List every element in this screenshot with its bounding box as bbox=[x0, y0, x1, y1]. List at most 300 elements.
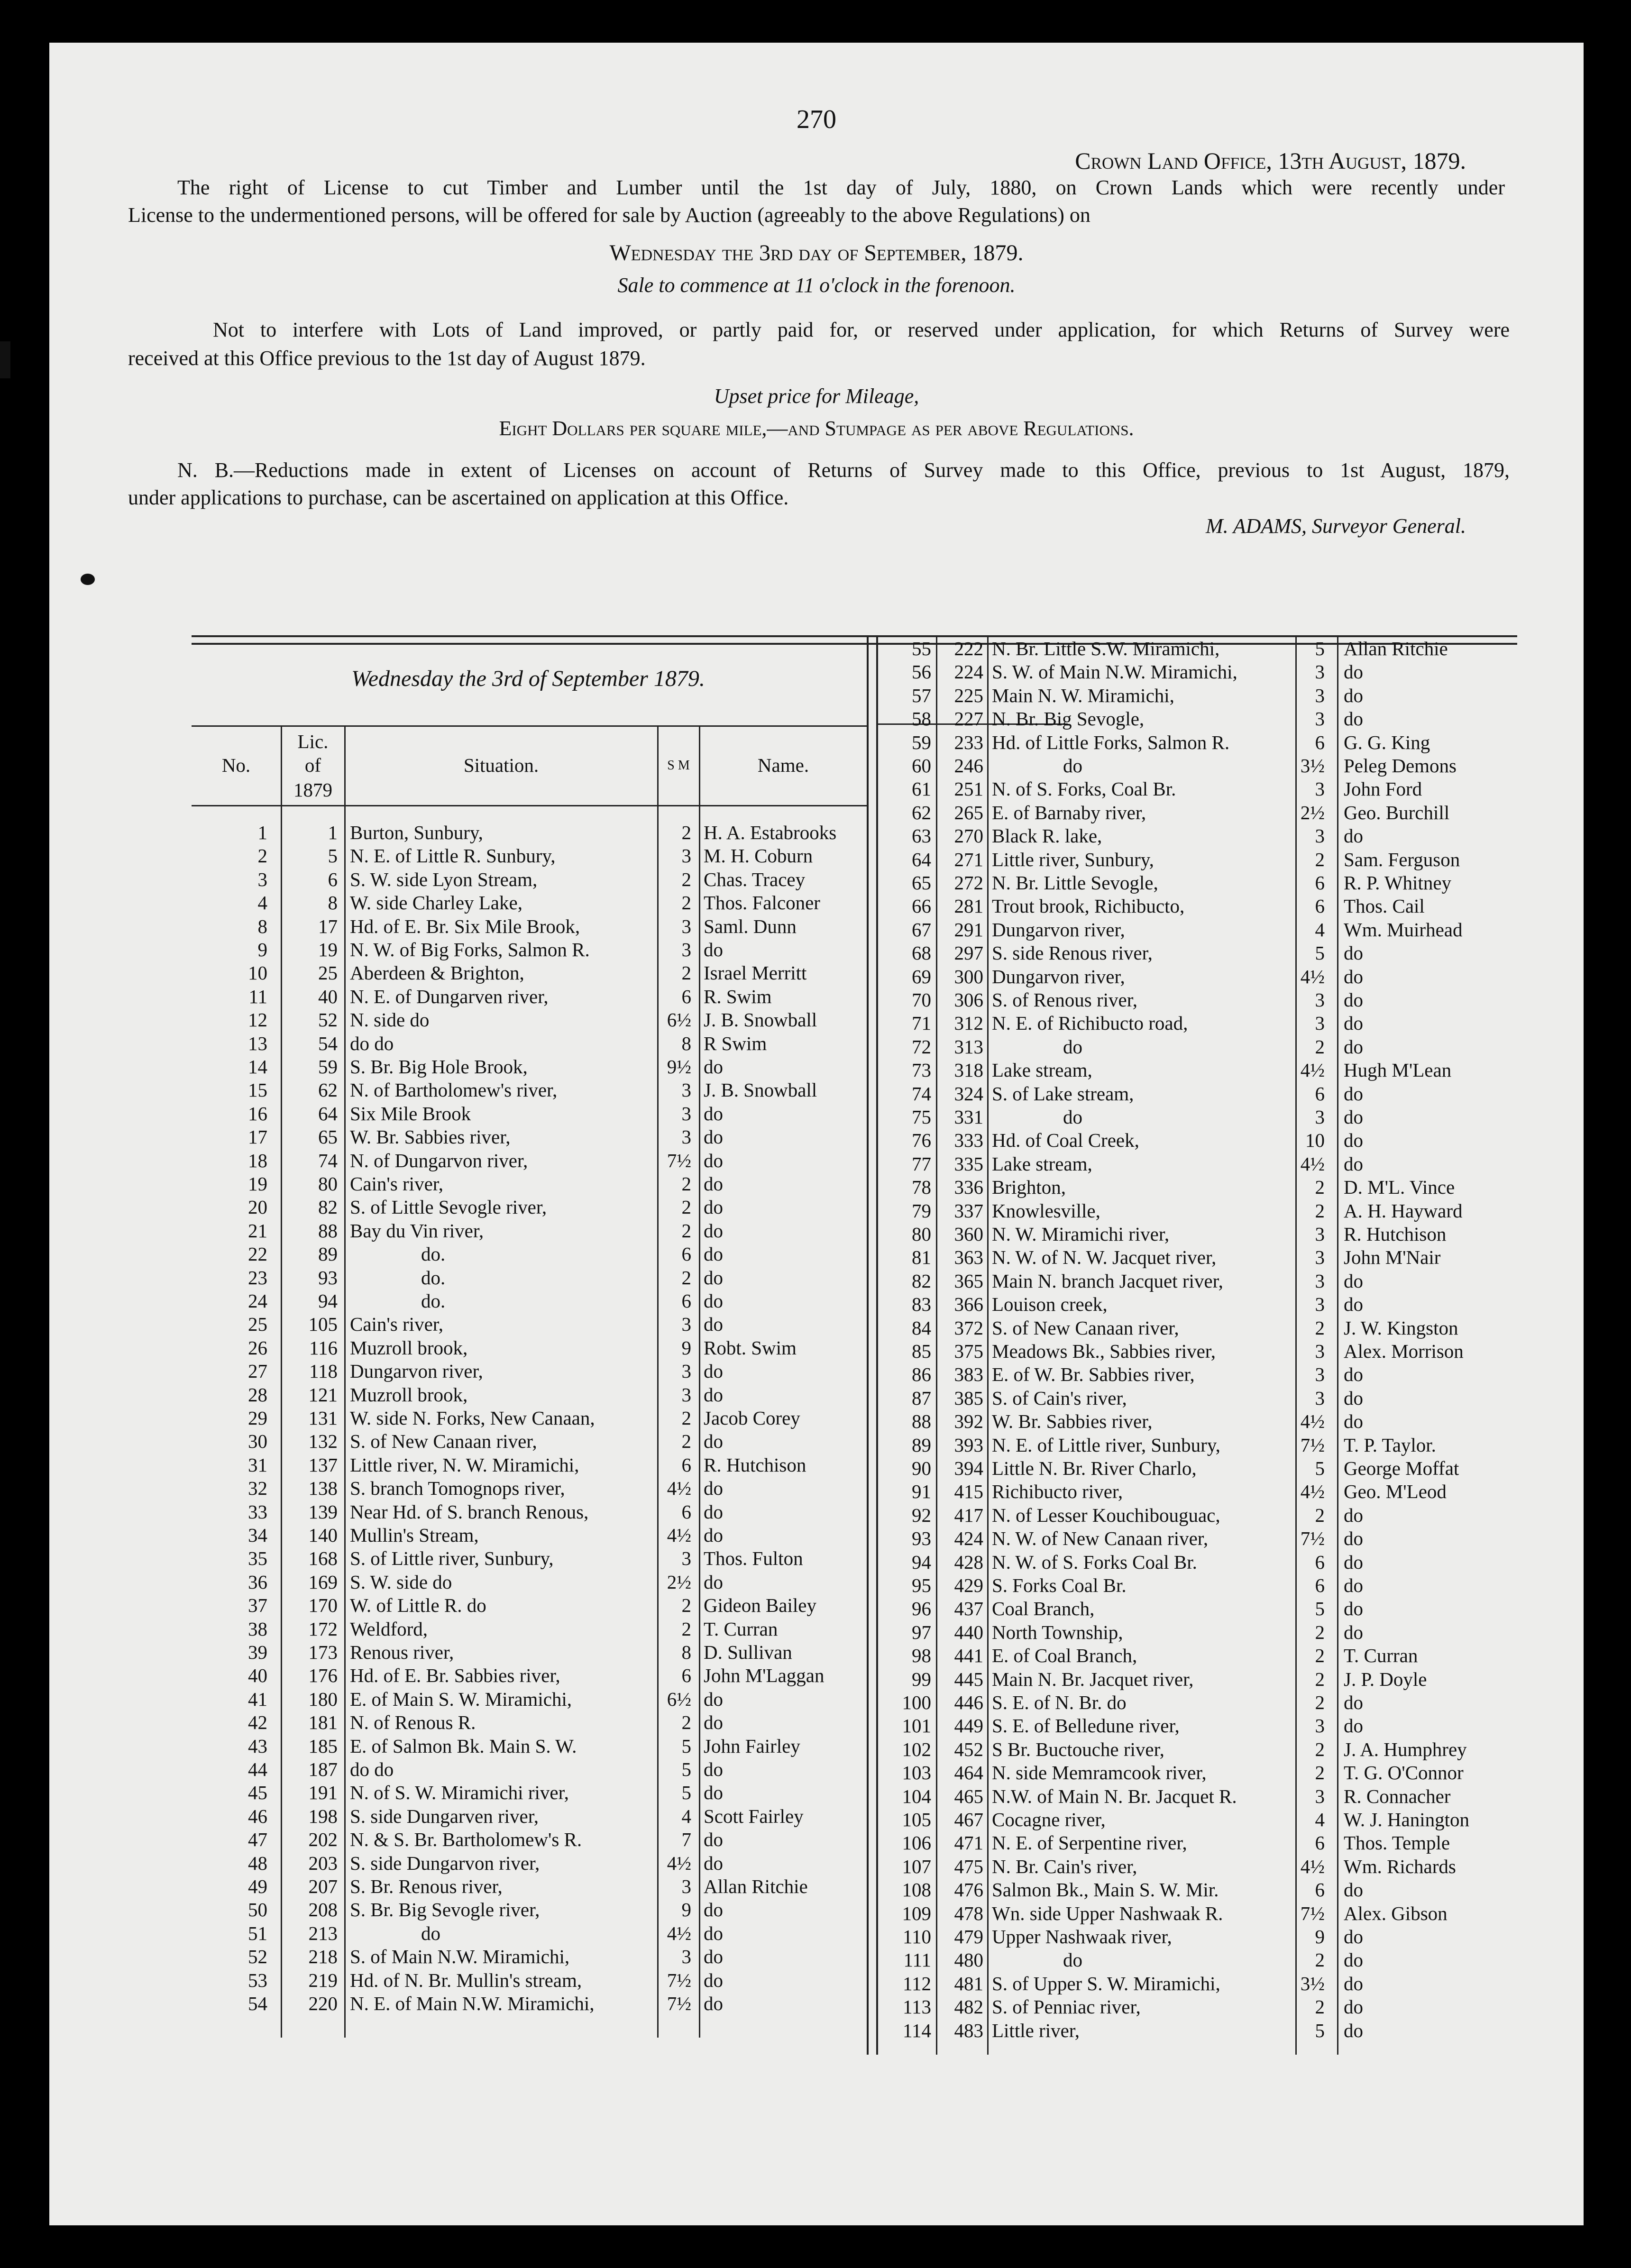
left_rows-license-no: 185 bbox=[308, 1735, 338, 1757]
right_rows-license-no: 363 bbox=[954, 1246, 983, 1269]
left_rows-square-miles: 3 bbox=[681, 1126, 691, 1148]
right_rows-license-no: 440 bbox=[954, 1621, 983, 1643]
left_rows-entry-no: 52 bbox=[248, 1946, 267, 1968]
left_rows-entry-no: 25 bbox=[248, 1313, 267, 1335]
interfere-line-1: Not to interfere with Lots of Land improved, or partly paid for, or reserved under application, for which Returns of Survey were bbox=[213, 318, 1510, 341]
left_rows-square-miles: 2 bbox=[681, 1407, 691, 1429]
left_rows-license-no: 132 bbox=[308, 1430, 338, 1453]
left_rows-licensee-name: J. B. Snowball bbox=[704, 1009, 817, 1031]
right_rows-entry-no: 80 bbox=[912, 1223, 931, 1245]
right_rows-license-no: 272 bbox=[954, 872, 983, 894]
left_rows-entry-no: 38 bbox=[248, 1618, 267, 1640]
right_rows-situation: N. side Memramcook river, bbox=[992, 1762, 1207, 1784]
right_rows-situation: N. of Lesser Kouchibouguac, bbox=[992, 1504, 1220, 1526]
right_rows-square-miles: 3 bbox=[1315, 825, 1325, 847]
right_rows-square-miles: 7½ bbox=[1300, 1434, 1325, 1456]
left_rows-license-no: 64 bbox=[318, 1102, 338, 1125]
left_rows-license-no: 40 bbox=[318, 985, 338, 1007]
right_rows-licensee-name: do bbox=[1344, 1598, 1363, 1620]
right_rows-square-miles: 2 bbox=[1315, 1738, 1325, 1760]
left_rows-license-no: 131 bbox=[308, 1407, 338, 1429]
right_rows-square-miles: 3 bbox=[1315, 778, 1325, 800]
left_rows-licensee-name: do bbox=[704, 1102, 723, 1125]
right_rows-situation: S. of Penniac river, bbox=[992, 1996, 1141, 2018]
right_rows-square-miles: 2 bbox=[1315, 1035, 1325, 1058]
right_rows-entry-no: 55 bbox=[912, 638, 931, 659]
left_rows-situation: S. of Little river, Sunbury, bbox=[350, 1547, 554, 1570]
right_rows-licensee-name: J. A. Humphrey bbox=[1344, 1738, 1467, 1760]
left_rows-entry-no: 12 bbox=[248, 1009, 267, 1031]
right_rows-situation: Trout brook, Richibucto, bbox=[992, 895, 1185, 917]
left_rows-entry-no: 47 bbox=[248, 1829, 267, 1851]
right_rows-square-miles: 3 bbox=[1315, 661, 1325, 683]
right_rows-licensee-name: Alex. Gibson bbox=[1344, 1902, 1448, 1924]
left_rows-license-no: 180 bbox=[308, 1688, 338, 1710]
right_rows-square-miles: 6 bbox=[1315, 1082, 1325, 1105]
right_rows-licensee-name: Geo. M'Leod bbox=[1344, 1481, 1447, 1503]
left_rows-license-no: 80 bbox=[318, 1173, 338, 1195]
right_rows-licensee-name: do bbox=[1344, 661, 1363, 683]
right_rows-entry-no: 105 bbox=[902, 1809, 931, 1830]
right_rows-square-miles: 2½ bbox=[1300, 801, 1325, 823]
right_rows-licensee-name: do bbox=[1344, 1926, 1363, 1948]
right_rows-license-no: 478 bbox=[954, 1902, 983, 1924]
right_rows-square-miles: 4½ bbox=[1300, 1059, 1325, 1081]
right_rows-entry-no: 87 bbox=[912, 1387, 931, 1409]
right_rows-licensee-name: do bbox=[1344, 1363, 1363, 1386]
right_rows-entry-no: 86 bbox=[912, 1363, 931, 1386]
right_rows-license-no: 224 bbox=[954, 661, 983, 683]
right_rows-licensee-name: do bbox=[1344, 1972, 1363, 1994]
right_rows-situation: S. E. of Belledune river, bbox=[992, 1715, 1180, 1737]
left_rows-licensee-name: do bbox=[704, 1524, 723, 1546]
left_rows-licensee-name: Robt. Swim bbox=[704, 1336, 797, 1359]
left_rows-situation: E. of Main S. W. Miramichi, bbox=[350, 1688, 572, 1710]
right_rows-situation: W. Br. Sabbies river, bbox=[992, 1410, 1153, 1433]
right_rows-situation: S Br. Buctouche river, bbox=[992, 1738, 1164, 1760]
right_rows-licensee-name: Allan Ritchie bbox=[1344, 638, 1448, 659]
right_rows-square-miles: 3 bbox=[1315, 1293, 1325, 1316]
right_rows-licensee-name: R. Hutchison bbox=[1344, 1223, 1447, 1245]
right_rows-situation: do bbox=[1063, 1035, 1082, 1058]
right_rows-square-miles: 3 bbox=[1315, 684, 1325, 706]
left_rows-licensee-name: D. Sullivan bbox=[704, 1641, 792, 1663]
right_rows-license-no: 265 bbox=[954, 801, 983, 823]
right_rows-situation: Hd. of Coal Creek, bbox=[992, 1129, 1139, 1152]
right_rows-situation: Richibucto river, bbox=[992, 1481, 1123, 1503]
right_rows-license-no: 429 bbox=[954, 1574, 983, 1596]
right_rows-square-miles: 3 bbox=[1315, 989, 1325, 1011]
right_rows-license-no: 360 bbox=[954, 1223, 983, 1245]
right_rows-license-no: 281 bbox=[954, 895, 983, 917]
left_rows-situation: Weldford, bbox=[350, 1618, 428, 1640]
left_rows-entry-no: 11 bbox=[248, 985, 267, 1007]
left_rows-situation: do. bbox=[421, 1266, 446, 1289]
left_rows-situation: Cain's river, bbox=[350, 1313, 444, 1335]
right_rows-entry-no: 59 bbox=[912, 731, 931, 753]
right_rows-situation: E. of Coal Branch, bbox=[992, 1645, 1137, 1667]
left_rows-license-no: 220 bbox=[308, 1993, 338, 2014]
left_rows-square-miles: 3 bbox=[681, 1360, 691, 1382]
left_rows-licensee-name: R. Hutchison bbox=[704, 1454, 806, 1476]
right_rows-situation: E. of W. Br. Sabbies river, bbox=[992, 1363, 1195, 1386]
right_rows-entry-no: 61 bbox=[912, 778, 931, 800]
left_rows-license-no: 5 bbox=[328, 845, 338, 867]
right_rows-licensee-name: T. Curran bbox=[1344, 1645, 1418, 1667]
notice-line-1: The right of License to cut Timber and Lumber until the 1st day of July, 1880, on Crown Lands which were recently under bbox=[177, 176, 1505, 199]
right_rows-entry-no: 111 bbox=[903, 1949, 931, 1971]
right_rows-licensee-name: J. W. Kingston bbox=[1344, 1317, 1458, 1339]
right_rows-license-no: 394 bbox=[954, 1457, 983, 1479]
right_rows-square-miles: 3 bbox=[1315, 1715, 1325, 1737]
right_rows-licensee-name: J. P. Doyle bbox=[1344, 1668, 1427, 1690]
right_rows-licensee-name: Thos. Temple bbox=[1344, 1832, 1450, 1854]
left_rows-situation: Aberdeen & Brighton, bbox=[350, 962, 524, 984]
left_rows-square-miles: 7½ bbox=[667, 1969, 691, 1991]
right_rows-situation: Lake stream, bbox=[992, 1059, 1092, 1081]
right_rows-square-miles: 2 bbox=[1315, 848, 1325, 870]
left_rows-license-no: 172 bbox=[308, 1618, 338, 1640]
left_rows-square-miles: 2 bbox=[681, 1618, 691, 1640]
right_rows-licensee-name: G. G. King bbox=[1344, 731, 1430, 753]
left_rows-square-miles: 4½ bbox=[667, 1852, 691, 1874]
left_rows-entry-no: 19 bbox=[248, 1173, 267, 1195]
left_rows-situation: N. W. of Big Forks, Salmon R. bbox=[350, 939, 590, 960]
left_rows-licensee-name: do bbox=[704, 1782, 723, 1804]
left_rows-situation: E. of Salmon Bk. Main S. W. bbox=[350, 1735, 577, 1757]
left_rows-situation: Muzroll brook, bbox=[350, 1383, 468, 1406]
left_rows-square-miles: 2 bbox=[681, 822, 691, 843]
right_rows-entry-no: 104 bbox=[902, 1785, 931, 1807]
right_rows-licensee-name: A. H. Hayward bbox=[1344, 1199, 1463, 1222]
left_rows-licensee-name: Jacob Corey bbox=[704, 1407, 800, 1429]
left_rows-entry-no: 42 bbox=[248, 1711, 267, 1734]
left_rows-entry-no: 31 bbox=[248, 1454, 267, 1476]
left_rows-situation: do do bbox=[350, 1758, 394, 1780]
right_rows-licensee-name: Geo. Burchill bbox=[1344, 801, 1450, 823]
left_rows-license-no: 208 bbox=[308, 1899, 338, 1921]
right_rows-square-miles: 2 bbox=[1315, 1176, 1325, 1198]
right_rows-square-miles: 3 bbox=[1315, 1785, 1325, 1807]
right_rows-situation: S. side Renous river, bbox=[992, 942, 1153, 964]
right_rows-square-miles: 2 bbox=[1315, 1692, 1325, 1713]
nb-line-2: under applications to purchase, can be ascertained on application at this Office. bbox=[128, 486, 789, 509]
right_rows-situation: N. of S. Forks, Coal Br. bbox=[992, 778, 1176, 800]
right_rows-situation: Little N. Br. River Charlo, bbox=[992, 1457, 1197, 1479]
right_rows-license-no: 383 bbox=[954, 1363, 983, 1386]
left_rows-entry-no: 43 bbox=[248, 1735, 267, 1757]
right_rows-license-no: 445 bbox=[954, 1668, 983, 1690]
left_rows-square-miles: 9½ bbox=[667, 1056, 691, 1078]
right_rows-licensee-name: do bbox=[1344, 1527, 1363, 1550]
right_rows-licensee-name: do bbox=[1344, 1949, 1363, 1971]
right_rows-licensee-name: do bbox=[1344, 1293, 1363, 1316]
left_rows-license-no: 82 bbox=[318, 1196, 338, 1218]
left_rows-licensee-name: do bbox=[704, 1500, 723, 1523]
right_rows-square-miles: 2 bbox=[1315, 1199, 1325, 1222]
right_rows-entry-no: 93 bbox=[912, 1527, 931, 1550]
right_rows-entry-no: 107 bbox=[902, 1855, 931, 1877]
left_rows-licensee-name: do bbox=[704, 1711, 723, 1734]
left_rows-license-no: 191 bbox=[308, 1782, 338, 1804]
left_rows-situation: Renous river, bbox=[350, 1641, 454, 1663]
right_rows-entry-no: 110 bbox=[903, 1926, 931, 1948]
right_rows-licensee-name: John M'Nair bbox=[1344, 1246, 1441, 1269]
left_rows-situation: Muzroll brook, bbox=[350, 1336, 468, 1359]
left_rows-license-no: 169 bbox=[308, 1571, 338, 1593]
right_rows-square-miles: 3½ bbox=[1300, 1972, 1325, 1994]
left_rows-license-no: 121 bbox=[308, 1383, 338, 1406]
left_rows-license-no: 54 bbox=[318, 1032, 338, 1054]
left_rows-license-no: 170 bbox=[308, 1594, 338, 1617]
right_rows-entry-no: 91 bbox=[912, 1481, 931, 1503]
right_rows-situation: S. of Lake stream, bbox=[992, 1082, 1134, 1105]
left_rows-square-miles: 5 bbox=[681, 1735, 691, 1757]
right_rows-entry-no: 68 bbox=[912, 942, 931, 964]
left_rows-license-no: 116 bbox=[309, 1336, 338, 1359]
left_rows-license-no: 25 bbox=[318, 962, 338, 984]
right_rows-situation: S. W. of Main N.W. Miramichi, bbox=[992, 661, 1237, 683]
left_rows-square-miles: 3 bbox=[681, 845, 691, 867]
right_rows-situation: Louison creek, bbox=[992, 1293, 1108, 1316]
right_rows-situation: do bbox=[1063, 1949, 1082, 1971]
right_rows-license-no: 393 bbox=[954, 1434, 983, 1456]
right_rows-situation: Little river, Sunbury, bbox=[992, 848, 1154, 870]
left_rows-license-no: 139 bbox=[308, 1500, 338, 1523]
left_rows-square-miles: 4 bbox=[681, 1805, 691, 1827]
left_rows-square-miles: 3 bbox=[681, 939, 691, 960]
left_rows-entry-no: 8 bbox=[257, 915, 267, 937]
right_rows-entry-no: 73 bbox=[912, 1059, 931, 1081]
left_rows-license-no: 176 bbox=[308, 1664, 338, 1687]
left_rows-licensee-name: do bbox=[704, 1993, 723, 2014]
right_rows-situation: S. of Upper S. W. Miramichi, bbox=[992, 1972, 1220, 1994]
right_rows-licensee-name: do bbox=[1344, 1152, 1363, 1175]
left_rows-situation: S. W. side do bbox=[350, 1571, 452, 1593]
left_rows-situation: do. bbox=[421, 1290, 446, 1312]
left_rows-licensee-name: do bbox=[704, 1056, 723, 1078]
right_rows-square-miles: 3 bbox=[1315, 1106, 1325, 1128]
right_rows-licensee-name: T. P. Taylor. bbox=[1344, 1434, 1436, 1456]
right_rows-licensee-name: do bbox=[1344, 1574, 1363, 1596]
right_rows-entry-no: 101 bbox=[902, 1715, 931, 1737]
right_rows-license-no: 385 bbox=[954, 1387, 983, 1409]
left_rows-licensee-name: John M'Laggan bbox=[704, 1664, 825, 1687]
right_rows-licensee-name: Wm. Richards bbox=[1344, 1855, 1456, 1877]
left_rows-situation: W. side N. Forks, New Canaan, bbox=[350, 1407, 595, 1429]
left_rows-square-miles: 9 bbox=[681, 1336, 691, 1359]
right_rows-situation: S. E. of N. Br. do bbox=[992, 1692, 1127, 1713]
scan-speck bbox=[81, 574, 95, 585]
right_rows-square-miles: 6 bbox=[1315, 872, 1325, 894]
right_rows-license-no: 452 bbox=[954, 1738, 983, 1760]
right_rows-entry-no: 85 bbox=[912, 1340, 931, 1362]
right_rows-licensee-name: do bbox=[1344, 1996, 1363, 2018]
left_rows-square-miles: 5 bbox=[681, 1782, 691, 1804]
right_rows-licensee-name: do bbox=[1344, 989, 1363, 1011]
left_rows-licensee-name: Thos. Fulton bbox=[704, 1547, 803, 1570]
left_rows-square-miles: 4½ bbox=[667, 1524, 691, 1546]
left_rows-licensee-name: do bbox=[704, 1383, 723, 1406]
left_rows-entry-no: 14 bbox=[248, 1056, 267, 1078]
left_rows-square-miles: 5 bbox=[681, 1758, 691, 1780]
right_rows-licensee-name: D. M'L. Vince bbox=[1344, 1176, 1455, 1198]
right_rows-license-no: 375 bbox=[954, 1340, 983, 1362]
left_rows-situation: S. side Dungarvon river, bbox=[350, 1852, 540, 1874]
price-line: Eight Dollars per square mile,—and Stumpage as per above Regulations. bbox=[499, 417, 1134, 440]
right_rows-licensee-name: do bbox=[1344, 1106, 1363, 1128]
right_rows-licensee-name: do bbox=[1344, 2019, 1363, 2041]
right_rows-entry-no: 69 bbox=[912, 965, 931, 988]
right_rows-licensee-name: do bbox=[1344, 1387, 1363, 1409]
left_rows-license-no: 74 bbox=[318, 1149, 338, 1171]
right_rows-entry-no: 81 bbox=[912, 1246, 931, 1269]
right_rows-license-no: 225 bbox=[954, 684, 983, 706]
right_rows-situation: Little river, bbox=[992, 2019, 1080, 2041]
right_rows-entry-no: 56 bbox=[912, 661, 931, 683]
right_rows-license-no: 251 bbox=[954, 778, 983, 800]
left_rows-situation: Hd. of N. Br. Mullin's stream, bbox=[350, 1969, 582, 1991]
right_rows-situation: N. W. of New Canaan river, bbox=[992, 1527, 1209, 1550]
right_rows-licensee-name: Peleg Demons bbox=[1344, 755, 1457, 777]
left_rows-situation: W. Br. Sabbies river, bbox=[350, 1126, 511, 1148]
right_rows-square-miles: 3 bbox=[1315, 1012, 1325, 1034]
right_rows-situation: Black R. lake, bbox=[992, 825, 1102, 847]
right_rows-situation: E. of Barnaby river, bbox=[992, 801, 1146, 823]
right_rows-licensee-name: do bbox=[1344, 1410, 1363, 1433]
right_rows-situation: Hd. of Little Forks, Salmon R. bbox=[992, 731, 1230, 753]
right_rows-square-miles: 4½ bbox=[1300, 1152, 1325, 1175]
header-lic-1: Lic. bbox=[297, 731, 329, 752]
left_rows-licensee-name: Chas. Tracey bbox=[704, 868, 806, 890]
left_rows-square-miles: 3 bbox=[681, 1079, 691, 1101]
header-name: Name. bbox=[757, 754, 809, 776]
right_rows-square-miles: 6 bbox=[1315, 1832, 1325, 1854]
right_rows-square-miles: 4½ bbox=[1300, 965, 1325, 988]
left_rows-situation: Hd. of E. Br. Six Mile Brook, bbox=[350, 915, 580, 937]
left_rows-license-no: 94 bbox=[318, 1290, 338, 1312]
left_rows-square-miles: 3 bbox=[681, 1547, 691, 1570]
left_rows-situation: S. of Little Sevogle river, bbox=[350, 1196, 547, 1218]
left_rows-entry-no: 10 bbox=[248, 962, 267, 984]
left_rows-situation: N. of Dungarvon river, bbox=[350, 1149, 528, 1171]
left_rows-licensee-name: do bbox=[704, 1571, 723, 1593]
left_rows-licensee-name: do bbox=[704, 1477, 723, 1500]
left_rows-situation: S. Br. Big Sevogle river, bbox=[350, 1899, 540, 1921]
right_rows-license-no: 482 bbox=[954, 1996, 983, 2018]
right_rows-licensee-name: do bbox=[1344, 1692, 1363, 1713]
right_rows-square-miles: 5 bbox=[1315, 1457, 1325, 1479]
left_rows-situation: W. of Little R. do bbox=[350, 1594, 486, 1617]
right_rows-square-miles: 6 bbox=[1315, 1574, 1325, 1596]
right_rows-licensee-name: T. G. O'Connor bbox=[1344, 1762, 1464, 1784]
left_rows-license-no: 202 bbox=[308, 1829, 338, 1851]
right_rows-license-no: 437 bbox=[954, 1598, 983, 1620]
right_rows-licensee-name: do bbox=[1344, 1082, 1363, 1105]
left_rows-licensee-name: do bbox=[704, 1290, 723, 1312]
interfere-line-2: received at this Office previous to the 1st day of August 1879. bbox=[128, 347, 646, 370]
right_rows-entry-no: 113 bbox=[903, 1996, 931, 2018]
right_rows-licensee-name: do bbox=[1344, 1504, 1363, 1526]
left_rows-entry-no: 27 bbox=[248, 1360, 267, 1382]
left_rows-situation: do bbox=[421, 1922, 440, 1944]
right_rows-entry-no: 94 bbox=[912, 1551, 931, 1573]
right_rows-entry-no: 92 bbox=[912, 1504, 931, 1526]
left_rows-license-no: 137 bbox=[308, 1454, 338, 1476]
right_rows-entry-no: 95 bbox=[912, 1574, 931, 1596]
left_rows-situation: N. E. of Main N.W. Miramichi, bbox=[350, 1993, 595, 2014]
left_rows-entry-no: 16 bbox=[248, 1102, 267, 1125]
left_rows-square-miles: 7 bbox=[681, 1829, 691, 1851]
right_rows-licensee-name: do bbox=[1344, 708, 1363, 730]
left_rows-entry-no: 32 bbox=[248, 1477, 267, 1500]
right_rows-square-miles: 2 bbox=[1315, 1949, 1325, 1971]
left_rows-square-miles: 4½ bbox=[667, 1922, 691, 1944]
left_rows-licensee-name: Israel Merritt bbox=[704, 962, 807, 984]
signature: M. ADAMS, Surveyor General. bbox=[1205, 514, 1466, 538]
right_rows-situation: N. Br. Cain's river, bbox=[992, 1855, 1137, 1877]
left_rows-square-miles: 2 bbox=[681, 1430, 691, 1453]
left_rows-license-no: 89 bbox=[318, 1243, 338, 1265]
right_rows-license-no: 480 bbox=[954, 1949, 983, 1971]
right_rows-entry-no: 100 bbox=[902, 1692, 931, 1713]
right_rows-situation: Wn. side Upper Nashwaak R. bbox=[992, 1902, 1223, 1924]
right_rows-license-no: 233 bbox=[954, 731, 983, 753]
left_rows-situation: N. & S. Br. Bartholomew's R. bbox=[350, 1829, 582, 1851]
right_rows-entry-no: 65 bbox=[912, 872, 931, 894]
notice-line-2: License to the undermentioned persons, will be offered for sale by Auction (agreeably to the above Regulations) on bbox=[128, 203, 1090, 227]
left_rows-license-no: 219 bbox=[308, 1969, 338, 1991]
left_rows-square-miles: 2 bbox=[681, 892, 691, 914]
right_rows-licensee-name: R. P. Whitney bbox=[1344, 872, 1452, 894]
right_rows-situation: Brighton, bbox=[992, 1176, 1066, 1198]
left_rows-license-no: 173 bbox=[308, 1641, 338, 1663]
sale-time: Sale to commence at 11 o'clock in the forenoon. bbox=[617, 274, 1016, 297]
right_rows-licensee-name: do bbox=[1344, 1621, 1363, 1643]
left_rows-square-miles: 2 bbox=[681, 1173, 691, 1195]
left_rows-situation: S. W. side Lyon Stream, bbox=[350, 868, 538, 890]
vline-sm bbox=[699, 725, 700, 2038]
left_rows-license-no: 198 bbox=[308, 1805, 338, 1827]
left_rows-square-miles: 2 bbox=[681, 1266, 691, 1289]
right_rows-license-no: 336 bbox=[954, 1176, 983, 1198]
left_rows-licensee-name: do bbox=[704, 1243, 723, 1265]
right_rows-square-miles: 3 bbox=[1315, 1270, 1325, 1292]
left_rows-square-miles: 3 bbox=[681, 915, 691, 937]
right_rows-licensee-name: do bbox=[1344, 965, 1363, 988]
right_rows-entry-no: 66 bbox=[912, 895, 931, 917]
right_rows-situation: S. of Renous river, bbox=[992, 989, 1137, 1011]
left_rows-license-no: 105 bbox=[308, 1313, 338, 1335]
office-date: Crown Land Office, 13th August, 1879. bbox=[1075, 147, 1466, 174]
left_rows-entry-no: 36 bbox=[248, 1571, 267, 1593]
right_rows-license-no: 392 bbox=[954, 1410, 983, 1433]
left_rows-entry-no: 54 bbox=[248, 1993, 267, 2014]
right_rows-situation: Main N. branch Jacquet river, bbox=[992, 1270, 1223, 1292]
right_rows-entry-no: 71 bbox=[912, 1012, 931, 1034]
left_rows-situation: Six Mile Brook bbox=[350, 1102, 471, 1125]
right_rows-license-no: 417 bbox=[954, 1504, 983, 1526]
column-divider bbox=[867, 637, 869, 2055]
left_rows-license-no: 59 bbox=[318, 1056, 338, 1078]
left_rows-situation: S. side Dungarven river, bbox=[350, 1805, 539, 1827]
right_rows-licensee-name: do bbox=[1344, 825, 1363, 847]
left_rows-licensee-name: do bbox=[704, 1266, 723, 1289]
right_rows-entry-no: 63 bbox=[912, 825, 931, 847]
left_rows-license-no: 1 bbox=[328, 822, 338, 843]
header-rule-bottom bbox=[192, 805, 867, 806]
header-rule-top bbox=[192, 725, 867, 727]
